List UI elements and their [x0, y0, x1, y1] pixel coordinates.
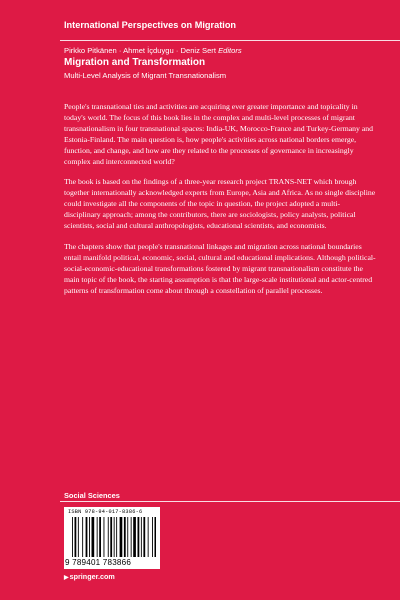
arrow-icon: ▶: [64, 575, 69, 581]
book-title: Migration and Transformation: [64, 57, 206, 68]
series-title: International Perspectives on Migration: [64, 20, 237, 30]
top-divider: [60, 40, 400, 41]
editors-line: [64, 46, 242, 55]
blurb-paragraph: The chapters show that people's transnational linkages and migration across national boundaries entail manifold political, economic, social, cultural and educational implications. Although political-social-economic-educational transformations fostered by migrant transnationalism constitute the main topic of the book, the starting assumption is that the large-scale institutional and actor-centred patterns of transformation come about through a constellation of parallel processes.: [64, 241, 376, 295]
blurb-paragraph: People's transnational ties and activities are acquiring ever greater importance and topicality in today's world. The focus of this book lies in the complex and multi-level processes of migrant transnationalism in four transnational spaces: India-UK, Morocco-France and Turkey-Germany and Estonia-Finland. The main question is, how people's activities across national borders emerge, function, and change, and how are they related to the processes of governance in increasingly complex and interconnected world?: [64, 102, 374, 167]
blurb-paragraph: The book is based on the findings of a three-year research project TRANS-NET which brough together internationally acknowledged experts from Europe, Asia and Africa. As no single discipline could investigate all the components of the topic in question, the project adopted a multi-disciplinary approach; among the contributors, there are sociologists, policy analysts, political scientists, social and cultural anthropologists, educational scientists, and economists.: [64, 177, 376, 231]
bottom-divider: [60, 501, 400, 502]
publisher-url[interactable]: [64, 572, 115, 581]
editors-role: Editors: [218, 46, 242, 55]
subject-category: Social Sciences: [64, 491, 120, 500]
blurb: [64, 101, 376, 305]
barcode-box: [64, 507, 160, 569]
barcode-digits: 9 789401 783866: [65, 558, 132, 567]
barcode-bars: [72, 517, 156, 557]
book-subtitle: Multi-Level Analysis of Migrant Transnationalism: [64, 71, 227, 80]
editor-names: Pirkko Pitkänen · Ahmet İçduygu · Deniz Sert: [64, 46, 216, 55]
isbn-label: ISBN 978-94-017-8386-6: [68, 509, 143, 515]
publisher-url-text: springer.com: [69, 572, 115, 581]
